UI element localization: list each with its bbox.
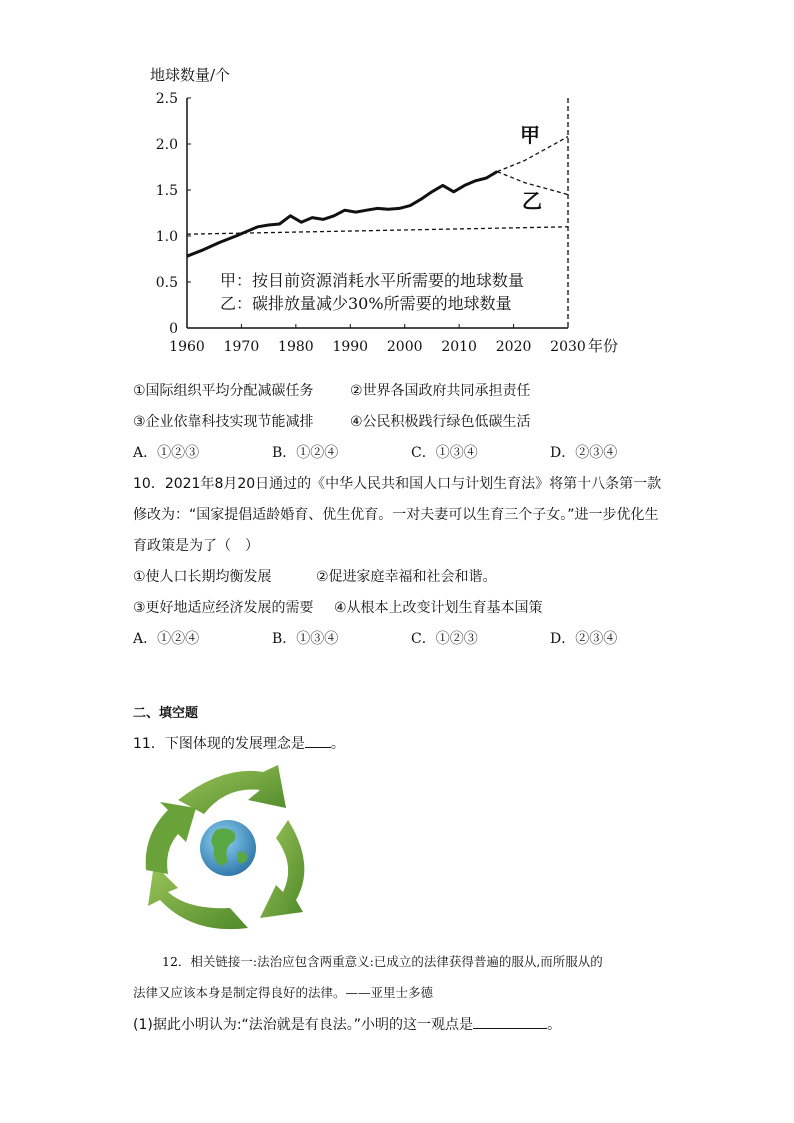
q12-sub1-end: 。: [547, 1017, 562, 1033]
x-tick-label: 1980: [278, 339, 314, 355]
y-tick-label: 2.0: [155, 137, 178, 153]
q10-option-3: ③更好地适应经济发展的需要: [133, 600, 314, 616]
q10-stem-line-3: 育政策是为了（ ）: [133, 538, 259, 554]
x-tick-label: 2020: [495, 339, 532, 355]
q9-choice-a: A．①②③: [133, 445, 200, 461]
solid-consumption-line: [187, 172, 497, 257]
y-tick-label: 1.5: [155, 183, 178, 199]
q11-text: 11．下图体现的发展理念是: [133, 736, 305, 752]
x-tick-label: 2010: [441, 339, 477, 355]
x-tick-label: 2030: [550, 339, 586, 355]
y-tick-label: 0.5: [155, 275, 178, 291]
q11-stem: [133, 733, 345, 753]
q9-choice-d: D．②③④: [550, 445, 618, 461]
recycle-earth-icon: [138, 760, 318, 940]
q12-stem-line-2: 法律又应该本身是制定得良好的法律。——亚里士多德: [133, 985, 434, 1000]
q9-option-4: ④公民积极践行绿色低碳生活: [350, 414, 531, 430]
y-tick-label: 0: [169, 321, 178, 337]
q10-choice-a: A．①②④: [133, 631, 200, 647]
annotation-jia: 甲: [520, 123, 540, 147]
q10-option-2: ②促进家庭幸福和社会和谐。: [316, 569, 497, 585]
q9-option-3: ③企业依靠科技实现节能减排: [133, 414, 314, 430]
q9-choice-c: C．①③④: [411, 445, 478, 461]
q10-choice-b: B．①③④: [272, 631, 339, 647]
earth-count-line-chart: [140, 60, 640, 360]
x-tick-label: 1990: [332, 339, 369, 355]
globe: [200, 820, 256, 876]
q10-choice-d: D．②③④: [550, 631, 618, 647]
q11-answer-blank[interactable]: [305, 747, 331, 748]
section-title: 二、填空题: [133, 706, 199, 721]
chart-series: [187, 137, 568, 257]
q12-stem-line-1: 12．相关链接一:法治应包含两重意义:已成立的法律获得普遍的服从,而所服从的: [162, 954, 603, 969]
y-axis-label: 地球数量/个: [150, 66, 231, 84]
recycle-arrow-top: [178, 765, 286, 814]
y-tick-label: 2.5: [155, 91, 178, 107]
q10-option-4: ④从根本上改变计划生育基本国策: [334, 600, 543, 616]
annotation-yi: 乙: [522, 189, 542, 213]
q10-choice-c: C．①②③: [411, 631, 478, 647]
legend-line-yi: 乙：碳排放量减少30%所需要的地球数量: [220, 294, 512, 313]
q10-stem-line-1: 10．2021年8月20日通过的《中华人民共和国人口与计划生育法》将第十八条第一款: [133, 476, 662, 492]
y-axis-ticks: [156, 91, 191, 337]
baseline-one-earth-line: [187, 227, 568, 234]
q10-stem-line-2: 修改为：“国家提倡适龄婚育、优生优育。一对夫妻可以生育三个子女。”进一步优化生: [133, 507, 659, 523]
q10-option-1: ①使人口长期均衡发展: [133, 569, 272, 585]
q12-subquestion-1: [133, 1014, 561, 1034]
x-axis-label: 年份: [588, 337, 619, 355]
q9-choice-b: B．①②④: [272, 445, 339, 461]
q9-option-1: ①国际组织平均分配减碳任务: [133, 383, 314, 399]
y-tick-label: 1.0: [155, 229, 178, 245]
q9-option-2: ②世界各国政府共同承担责任: [350, 383, 531, 399]
x-tick-label: 1960: [169, 339, 205, 355]
recycle-arrow-left-upper: [146, 802, 196, 874]
x-tick-label: 1970: [223, 339, 260, 355]
q11-end: 。: [330, 736, 345, 752]
x-tick-label: 2000: [386, 339, 423, 355]
q12-answer-blank[interactable]: [473, 1028, 547, 1029]
recycle-arrow-right: [260, 820, 304, 918]
legend-line-jia: 甲：按目前资源消耗水平所需要的地球数量: [220, 271, 525, 290]
q12-sub1-text: (1)据此小明认为:“法治就是有良法。”小明的这一观点是: [133, 1017, 474, 1033]
